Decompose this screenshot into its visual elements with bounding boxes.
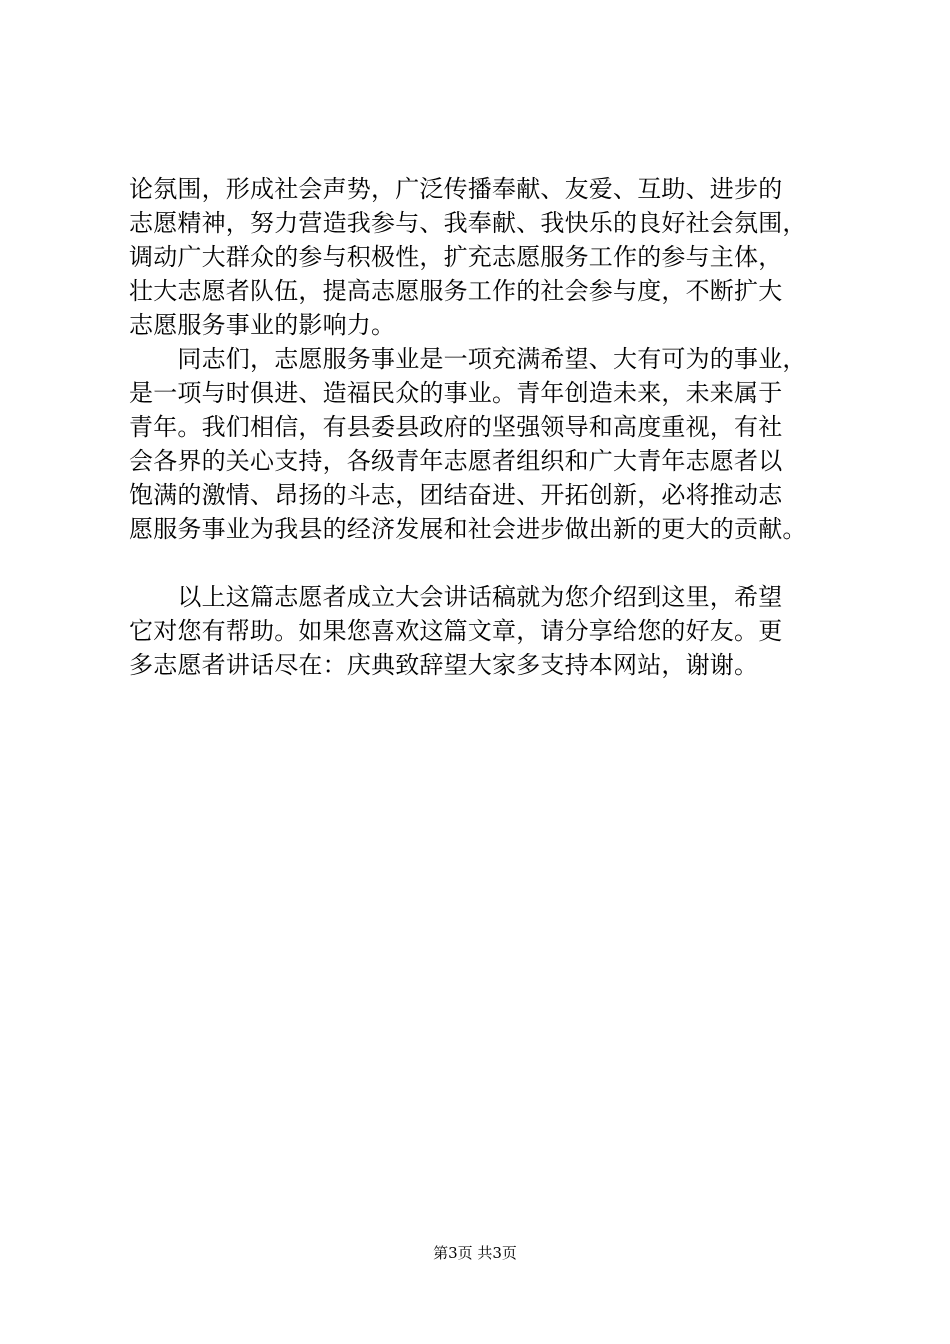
text-line: 它对您有帮助。如果您喜欢这篇文章，请分享给您的好友。更 xyxy=(129,617,783,645)
text-line: 是一项与时俱进、造福民众的事业。青年创造未来，未来属于 xyxy=(129,379,783,407)
document-body xyxy=(129,172,841,682)
text-line: 调动广大群众的参与积极性，扩充志愿服务工作的参与主体， xyxy=(129,243,783,271)
text-line: 会各界的关心支持，各级青年志愿者组织和广大青年志愿者以 xyxy=(129,447,783,475)
page-number-footer: 第3页 共3页 xyxy=(433,1244,517,1262)
text-line: 同志们，志愿服务事业是一项充满希望、大有可为的事业， xyxy=(129,345,807,373)
text-line: 志愿服务事业的影响力。 xyxy=(129,311,396,339)
text-line: 饱满的激情、昂扬的斗志，团结奋进、开拓创新，必将推动志 xyxy=(129,481,783,509)
text-line: 论氛围，形成社会声势，广泛传播奉献、友爱、互助、进步的 xyxy=(129,175,783,203)
text-line: 壮大志愿者队伍，提高志愿服务工作的社会参与度，不断扩大 xyxy=(129,277,783,305)
text-line: 青年。我们相信，有县委县政府的坚强领导和高度重视，有社 xyxy=(129,413,783,441)
paragraph-gap xyxy=(129,546,841,580)
text-line: 志愿精神，努力营造我参与、我奉献、我快乐的良好社会氛围， xyxy=(129,209,807,237)
text-line: 愿服务事业为我县的经济发展和社会进步做出新的更大的贡献。 xyxy=(129,515,807,543)
text-line: 多志愿者讲话尽在：庆典致辞望大家多支持本网站，谢谢。 xyxy=(129,651,759,679)
text-line: 以上这篇志愿者成立大会讲话稿就为您介绍到这里，希望 xyxy=(129,583,783,611)
